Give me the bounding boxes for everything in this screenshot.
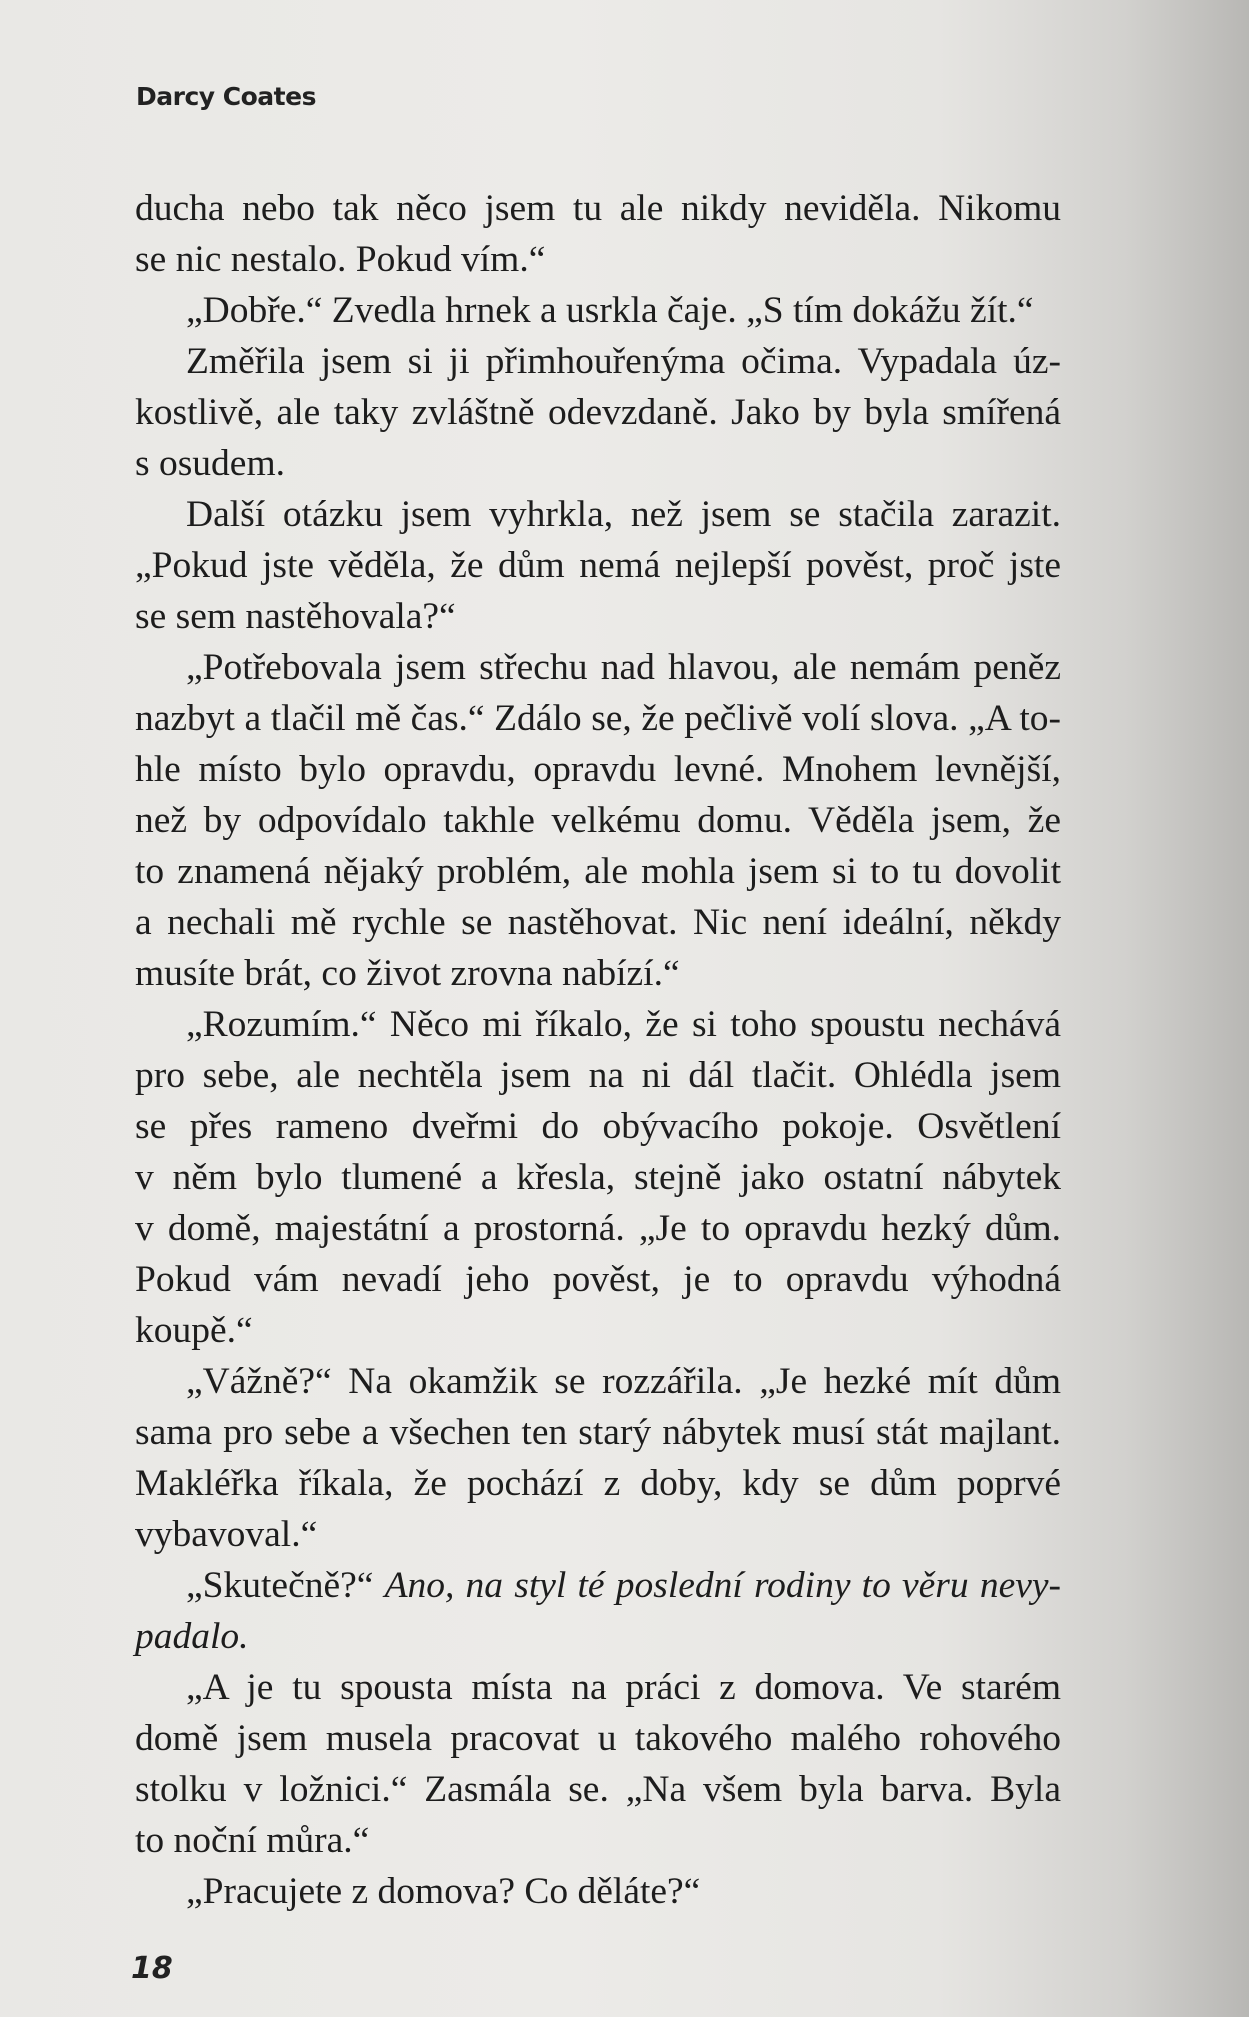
- text-line: „A je tu spousta místa na práci z domova. Ve starém: [186, 1667, 1061, 1708]
- page-number: 18: [131, 1951, 173, 1986]
- text-line: kostlivě, ale taky zvláštně odevzdaně. Jako by byla smířená: [135, 392, 1061, 433]
- text-line: musíte brát, co život zrovna nabízí.“: [135, 953, 680, 994]
- text-line: sama pro sebe a všechen ten starý nábytek musí stát majlant.: [135, 1412, 1061, 1453]
- text-line-italic-end: padalo.: [135, 1616, 249, 1657]
- paragraph-lines: [135, 183, 1061, 1560]
- text-line: „Rozumím.“ Něco mi říkalo, že si toho spoustu nechává: [186, 1004, 1061, 1045]
- text-line: s osudem.: [135, 443, 285, 484]
- text-line: domě jsem musela pracovat u takového malého rohového: [135, 1718, 1061, 1759]
- text-line: „Dobře.“ Zvedla hrnek a usrkla čaje. „S tím dokážu žít.“: [186, 290, 1034, 331]
- body-text: [135, 183, 1061, 1917]
- text-line: Makléřka říkala, že pochází z doby, kdy se dům poprvé: [135, 1463, 1061, 1504]
- text-line: se sem nastěhovala?“: [135, 596, 456, 637]
- text-line-italic-prefix: „Skutečně?“: [186, 1565, 385, 1606]
- text-line: „Potřebovala jsem střechu nad hlavou, ale nemám peněz: [186, 647, 1061, 688]
- text-line: Změřila jsem si ji přimhouřenýma očima. Vypadala úz-: [186, 341, 1061, 382]
- text-line: Pokud vám nevadí jeho pověst, je to opravdu výhodná: [135, 1259, 1061, 1300]
- text-line-italic-part: Ano, na styl té poslední rodiny to věru nevy-: [384, 1565, 1062, 1606]
- running-header-author: Darcy Coates: [136, 82, 316, 111]
- text-line: se přes rameno dveřmi do obývacího pokoje. Osvětlení: [135, 1106, 1061, 1147]
- text-line: koupě.“: [135, 1310, 253, 1351]
- text-line: nazbyt a tlačil mě čas.“ Zdálo se, že pečlivě volí slova. „A to-: [135, 698, 1061, 739]
- text-line: a nechali mě rychle se nastěhovat. Nic není ideální, někdy: [135, 902, 1061, 943]
- text-line: stolku v ložnici.“ Zasmála se. „Na všem byla barva. Byla: [135, 1769, 1061, 1810]
- text-line: Další otázku jsem vyhrkla, než jsem se stačila zarazit.: [186, 494, 1061, 535]
- text-line: pro sebe, ale nechtěla jsem na ni dál tlačit. Ohlédla jsem: [135, 1055, 1061, 1096]
- text-line-italic: [135, 1560, 1061, 1611]
- text-line: vybavoval.“: [135, 1514, 318, 1555]
- text-line: to znamená nějaký problém, ale mohla jsem si to tu dovolit: [135, 851, 1061, 892]
- text-line: „Pokud jste věděla, že dům nemá nejlepší pověst, proč jste: [135, 545, 1061, 586]
- text-line: se nic nestalo. Pokud vím.“: [135, 239, 546, 280]
- text-line: „Vážně?“ Na okamžik se rozzářila. „Je hezké mít dům: [186, 1361, 1061, 1402]
- paragraph-lines-after: [135, 1662, 1061, 1917]
- text-line: to noční můra.“: [135, 1820, 370, 1861]
- text-line: hle místo bylo opravdu, opravdu levné. Mnohem levnější,: [135, 749, 1061, 790]
- text-line: než by odpovídalo takhle velkému domu. Věděla jsem, že: [135, 800, 1061, 841]
- text-line: v domě, majestátní a prostorná. „Je to opravdu hezký dům.: [135, 1208, 1061, 1249]
- text-line: v něm bylo tlumené a křesla, stejně jako ostatní nábytek: [135, 1157, 1061, 1198]
- text-line: ducha nebo tak něco jsem tu ale nikdy neviděla. Nikomu: [135, 188, 1061, 229]
- text-line: „Pracujete z domova? Co děláte?“: [186, 1871, 701, 1912]
